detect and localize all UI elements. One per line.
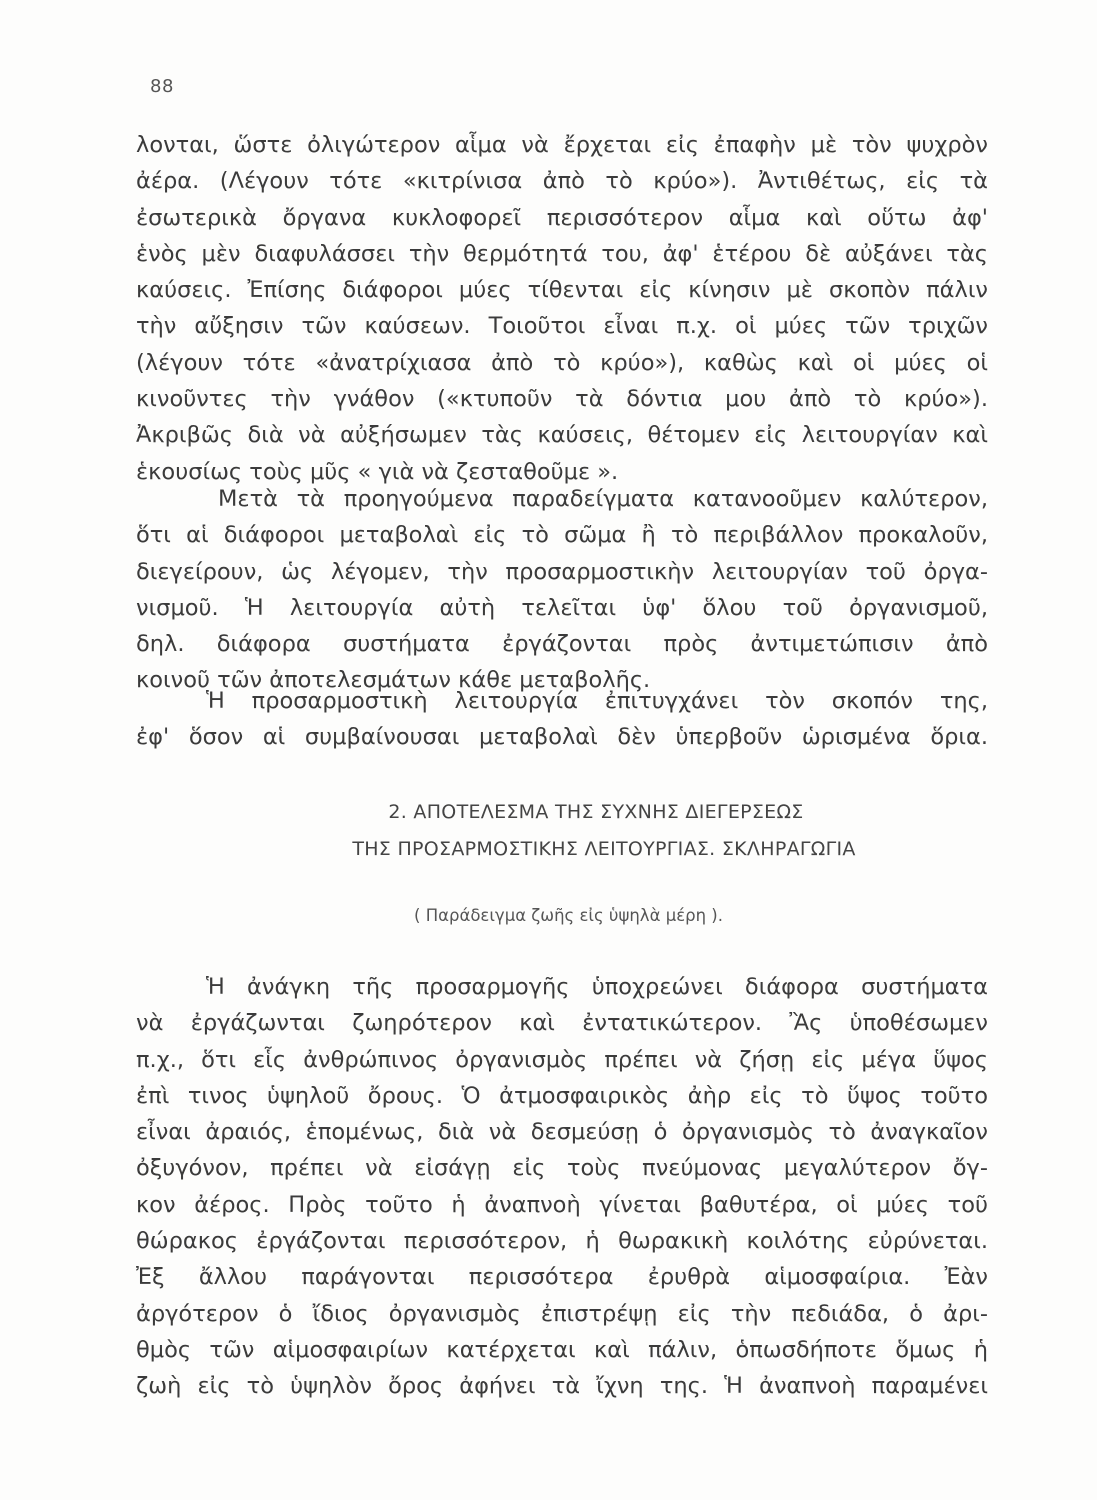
text-line: κον ἀέρος. Πρὸς τοῦτο ἡ ἀναπνοὴ γίνεται βαθυτέρα, οἱ μύες τοῦ: [136, 1191, 988, 1218]
text-line: καύσεις. Ἐπίσης διάφοροι μύες τίθενται εἰς κίνησιν μὲ σκοπὸν πάλιν: [136, 277, 988, 304]
text-line: ἀργότερον ὁ ἴδιος ὀργανισμὸς ἐπιστρέψῃ εἰς τὴν πεδιάδα, ὁ ἀρι-: [136, 1300, 988, 1327]
text-line: νὰ ἐργάζωνται ζωηρότερον καὶ ἐντατικώτερον. Ἂς ὑποθέσωμεν: [136, 1010, 988, 1037]
text-line: ἀέρα. (Λέγουν τότε «κιτρίνισα ἀπὸ τὸ κρύο»). Ἀντιθέτως, εἰς τὰ: [136, 168, 988, 195]
text-line: δηλ. διάφορα συστήματα ἐργάζονται πρὸς ἀντιμετώπισιν ἀπὸ: [136, 631, 988, 658]
text-line: ἐσωτερικὰ ὄργανα κυκλοφορεῖ περισσότερον αἷμα καὶ οὕτω ἀφ': [136, 204, 988, 231]
paragraph-altitude-example: [136, 969, 988, 1405]
text-line: ἐπὶ τινος ὑψηλοῦ ὄρους. Ὁ ἀτμοσφαιρικὸς ἀὴρ εἰς τὸ ὕψος τοῦτο: [136, 1082, 988, 1109]
text-line: ἑνὸς μὲν διαφυλάσσει τὴν θερμότητά του, ἀφ' ἑτέρου δὲ αὐξάνει τὰς: [136, 240, 988, 267]
text-line: Ἡ προσαρμοστικὴ λειτουργία ἐπιτυγχάνει τὸν σκοπόν της,: [206, 688, 988, 714]
section-heading-line-2: ΤΗΣ ΠΡΟΣΑΡΜΟΣΤΙΚΗΣ ΛΕΙΤΟΥΡΓΙΑΣ. ΣΚΛΗΡΑΓΩΓΙΑ: [352, 838, 856, 860]
text-line: τὴν αὔξησιν τῶν καύσεων. Τοιοῦτοι εἶναι π.χ. οἱ μύες τῶν τριχῶν: [136, 313, 988, 340]
section-subheading: ( Παράδειγμα ζωῆς εἰς ὑψηλὰ μέρη ).: [414, 906, 723, 925]
text-line: Μετὰ τὰ προηγούμενα παραδείγματα κατανοοῦμεν καλύτερον,: [218, 486, 988, 512]
text-line: ζωὴ εἰς τὸ ὑψηλὸν ὄρος ἀφήνει τὰ ἴχνη της. Ἡ ἀναπνοὴ παραμένει: [136, 1373, 988, 1400]
section-heading-line-1: 2. ΑΠΟΤΕΛΕΣΜΑ ΤΗΣ ΣΥΧΝΗΣ ΔΙΕΓΕΡΣΕΩΣ: [388, 801, 804, 823]
text-line: κοινοῦ τῶν ἀποτελεσμάτων κάθε μεταβολῆς.: [136, 667, 651, 694]
paragraph-continuation: [136, 127, 988, 490]
text-line: λονται, ὥστε ὀλιγώτερον αἷμα νὰ ἔρχεται εἰς ἐπαφὴν μὲ τὸν ψυχρὸν: [136, 132, 988, 158]
paragraph-limits: [136, 683, 988, 756]
text-line: κινοῦντες τὴν γνάθον («κτυποῦν τὰ δόντια μου ἀπὸ τὸ κρύο»).: [136, 386, 988, 413]
text-line: Ἀκριβῶς διὰ νὰ αὐξήσωμεν τὰς καύσεις, θέτομεν εἰς λειτουργίαν καὶ: [136, 422, 988, 449]
text-line: ὀξυγόνον, πρέπει νὰ εἰσάγῃ εἰς τοὺς πνεύμονας μεγαλύτερον ὄγ-: [136, 1155, 988, 1182]
text-line: διεγείρουν, ὡς λέγομεν, τὴν προσαρμοστικὴν λειτουργίαν τοῦ ὀργα-: [136, 558, 988, 585]
text-line: ὅτι αἱ διάφοροι μεταβολαὶ εἰς τὸ σῶμα ἢ τὸ περιβάλλον προκαλοῦν,: [136, 522, 988, 549]
text-line: Ἐξ ἄλλου παράγονται περισσότερα ἐρυθρὰ αἱμοσφαίρια. Ἐὰν: [136, 1264, 988, 1291]
text-line: θμὸς τῶν αἱμοσφαιρίων κατέρχεται καὶ πάλιν, ὁπωσδήποτε ὅμως ἡ: [136, 1336, 988, 1363]
text-line: Ἡ ἀνάγκη τῆς προσαρμογῆς ὑποχρεώνει διάφορα συστήματα: [206, 974, 988, 1000]
text-line: νισμοῦ. Ἡ λειτουργία αὐτὴ τελεῖται ὑφ' ὅλου τοῦ ὀργανισμοῦ,: [136, 594, 988, 621]
text-line: ἐφ' ὅσον αἱ συμβαίνουσαι μεταβολαὶ δὲν ὑπερβοῦν ὡρισμένα ὅρια.: [136, 724, 988, 751]
text-line: εἶναι ἀραιός, ἑπομένως, διὰ νὰ δεσμεύσῃ ὁ ὀργανισμὸς τὸ ἀναγκαῖον: [136, 1119, 988, 1146]
page-number: 88: [150, 76, 174, 97]
text-line: ἑκουσίως τοὺς μῦς « γιὰ νὰ ζεσταθοῦμε ».: [136, 458, 619, 485]
paragraph-adaptive-function: [136, 481, 988, 699]
text-line: π.χ., ὅτι εἷς ἀνθρώπινος ὀργανισμὸς πρέπει νὰ ζήσῃ εἰς μέγα ὕψος: [136, 1046, 988, 1073]
text-line: θώρακος ἐργάζονται περισσότερον, ἡ θωρακικὴ κοιλότης εὐρύνεται.: [136, 1228, 988, 1255]
text-line: (λέγουν τότε «ἀνατρίχιασα ἀπὸ τὸ κρύο»), καθὼς καὶ οἱ μύες οἱ: [136, 349, 988, 376]
